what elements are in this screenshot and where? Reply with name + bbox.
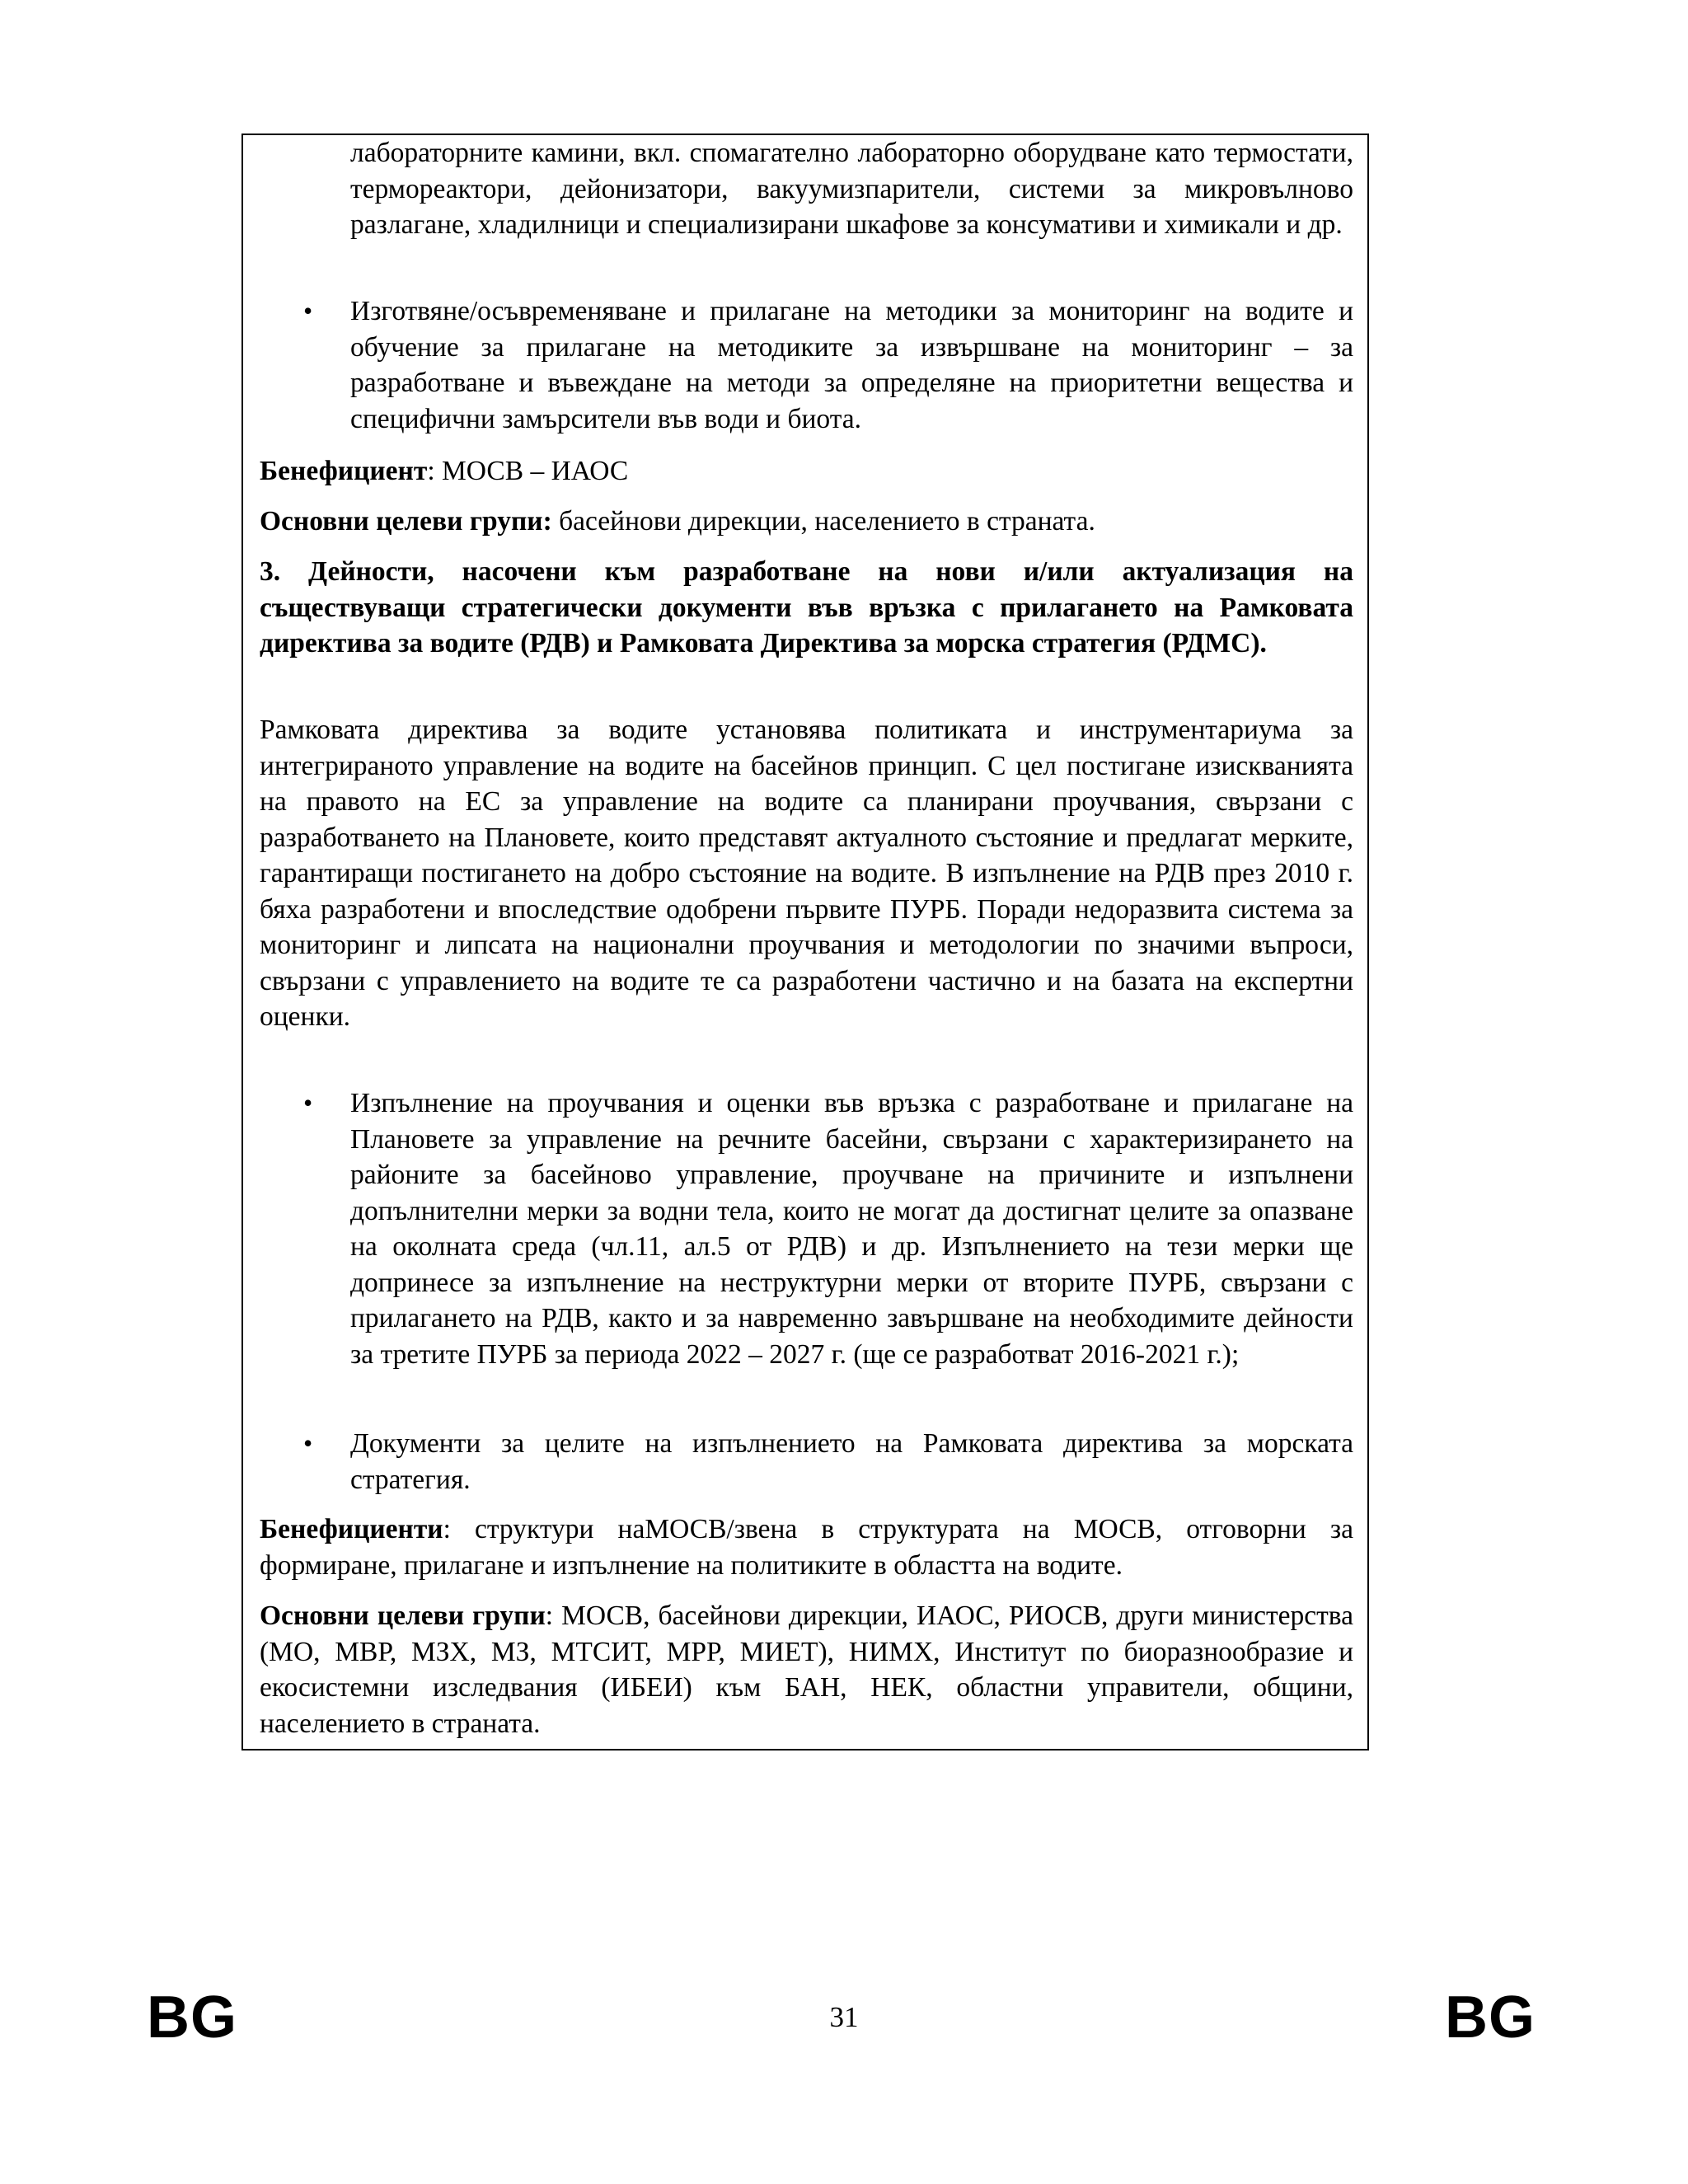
beneficiaries-paragraph (260, 1511, 1353, 1583)
target-groups-2-paragraph (260, 1598, 1353, 1741)
target-groups-text: басейнови дирекции, населението в страната. (551, 506, 1095, 537)
continued-bullet-text: лабораторните камини, вкл. спомагателно лабораторно оборудване като термостати, термореактори, дейонизатори, вакуумизпарители, системи за микровълново разлагане, хладилници и специализирани шкафове за консумативи и химикали и др. (350, 138, 1353, 240)
bullet-marker: • (303, 1088, 313, 1118)
beneficiary-label: Бенефициент (260, 456, 428, 486)
section-3-paragraph: Рамковата директива за водите установява политиката и инструментариума за интегрираното управление на водите на басейнов принцип. С цел постигане изискванията на правото на ЕС за управление на водите са планирани проучвания, свързани с разработването на Плановете, които представят актуалното състояние и предлагат мерките, гарантиращи постигането на добро състояние на водите. В изпълнение на РДВ през 2010 г. бяха разработени и впоследствие одобрени първите ПУРБ. Поради недоразвита система за мониторинг и липсата на национални проучвания и методологии по значими въпроси, свързани с управлението на водите те са разработени частично и на базата на експертни оценки. (260, 715, 1353, 1032)
section-3-heading: 3. Дейности, насочени към разработване на нови и/или актуализация на съществуващи стратегически документи във връзка с прилагането на Рамковата директива за водите (РДВ) и Рамковата Директива за морска стратегия (РДМС). (260, 556, 1353, 658)
page-number: 31 (829, 2001, 859, 2033)
bullet-monitoring-text: Изготвяне/осъвременяване и прилагане на методики за мониторинг на водите и обучение за прилагане на методиките за извършване на мониторинг – за разработване и въвеждане на методи за определяне на приоритетни вещества и специфични замърсители във води и биота. (350, 296, 1353, 434)
beneficiary-paragraph (260, 453, 1353, 490)
beneficiaries-label: Бенефициенти (260, 1514, 443, 1544)
beneficiaries-text: : структури наМОСВ/звена в структурата на МОСВ, отговорни за формиране, прилагане и изпълнение на политиките в областта на водите. (260, 1514, 1353, 1581)
target-groups-2-text: : МОСВ, басейнови дирекции, ИАОС, РИОСВ, други министерства (МО, МВР, МЗХ, МЗ, МТСИТ, МРР, МИЕТ), НИМХ, Институт по биоразнообразие и екосистемни изследвания (ИБЕИ) към БАН, НЕК, областни управители, общини, населението в страната. (260, 1601, 1353, 1739)
bullet-documents-text: Документи за целите на изпълнението на Рамковата директива за морската стратегия. (350, 1428, 1353, 1495)
bullet-marker: • (303, 1428, 313, 1458)
target-groups-paragraph (260, 504, 1353, 540)
target-groups-2-label: Основни целеви групи (260, 1601, 546, 1631)
beneficiary-text: : МОСВ – ИАОС (427, 456, 629, 486)
target-groups-label: Основни целеви групи: (260, 506, 552, 537)
content-frame (241, 134, 1369, 1750)
bullet-marker: • (303, 296, 313, 326)
language-code-right: BG (1445, 1985, 1536, 2050)
language-code-left: BG (147, 1985, 237, 2050)
bullet-studies-text: Изпълнение на проучвания и оценки във връзка с разработване и прилагане на Плановете за управление на речните басейни, свързани с характеризирането на районите за басейново управление, проучване на причините и изпълнени допълнителни мерки за водни тела, които не могат да достигнат целите за опазване на околната среда (чл.11, ал.5 от РДВ) и др. Изпълнението на тези мерки ще допринесе за изпълнение на неструктурни мерки от вторите ПУРБ, свързани с прилагането на РДВ, както и за навременно завършване на необходимите дейности за третите ПУРБ за периода 2022 – 2027 г. (ще се разработват 2016-2021 г.); (350, 1088, 1353, 1370)
